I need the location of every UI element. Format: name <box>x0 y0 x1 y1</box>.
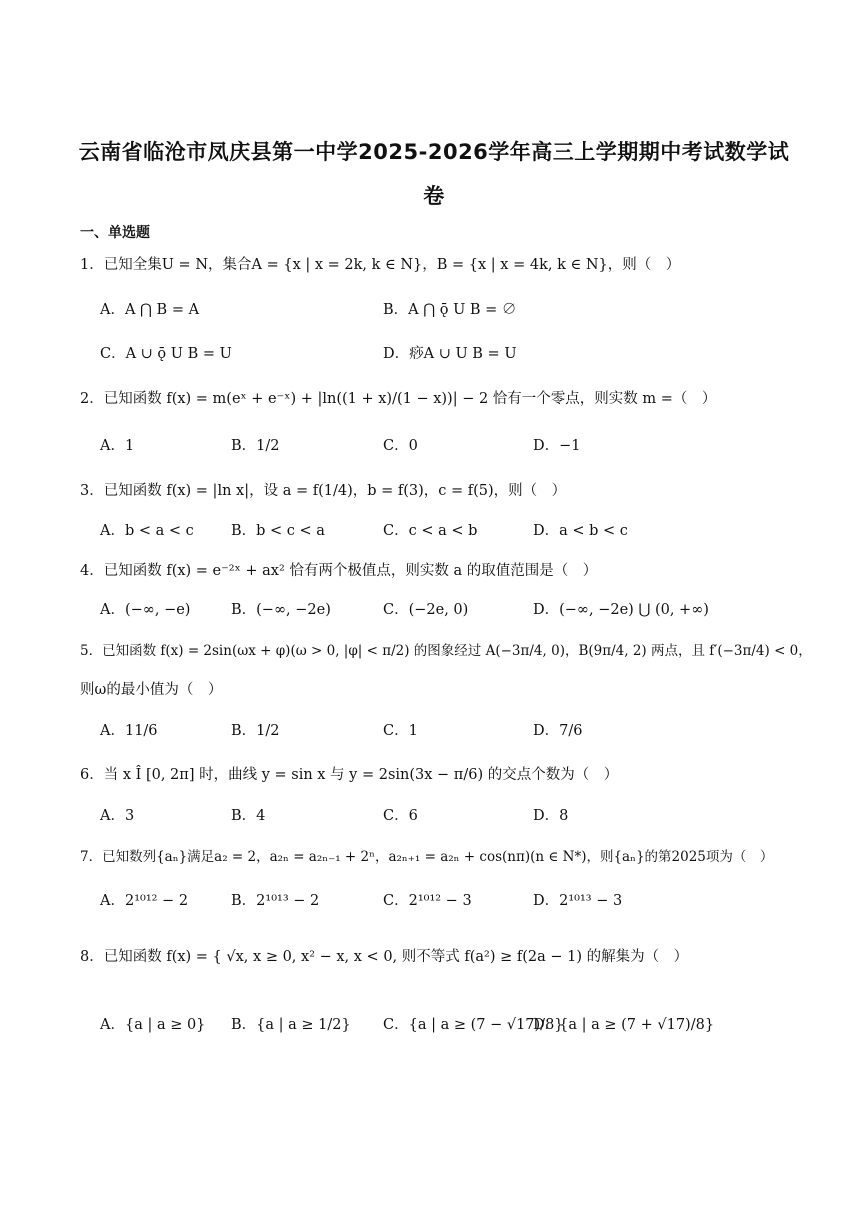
question-5-options <box>80 718 800 744</box>
q6-option-a: A．3 <box>100 808 135 824</box>
q6-option-b: B．4 <box>231 808 266 824</box>
exam-title-line1: 云南省临沧市凤庆县第一中学2025-2026学年高三上学期期中考试数学试 <box>78 140 790 164</box>
q8-option-a: A．{a | a ≥ 0} <box>100 1017 206 1033</box>
q8-option-d: D．{a | a ≥ (7 + √17)/8} <box>533 1017 715 1033</box>
q5-option-c: C．1 <box>383 723 418 739</box>
q5-option-a: A．11/6 <box>100 723 158 739</box>
question-1-options <box>80 297 800 323</box>
question-6-options <box>80 803 800 829</box>
question-3-stem: 3．已知函数 f(x) = |ln x|，设 a = f(1/4)，b = f(3)，c = f(5)，则（ ） <box>80 483 567 499</box>
q3-option-d: D．a < b < c <box>533 523 628 539</box>
question-7-stem: 7．已知数列{aₙ}满足a₂ = 2，a₂ₙ = a₂ₙ₋₁ + 2ⁿ，a₂ₙ₊₁ = a₂ₙ + cos(nπ)(n ∈ N*)，则{aₙ}的第2025项为（ ） <box>80 849 774 865</box>
q8-option-b: B．{a | a ≥ 1/2} <box>231 1017 351 1033</box>
exam-title-line2: 卷 <box>423 184 445 208</box>
q1-option-c: C．A ∪ ǭ U B = U <box>100 346 232 362</box>
q7-option-c: C．2¹⁰¹² − 3 <box>383 893 472 909</box>
q2-option-c: C．0 <box>383 438 418 454</box>
question-7-options <box>80 888 800 914</box>
q4-option-d: D．(−∞, −2e) ⋃ (0, +∞) <box>533 602 709 618</box>
question-3-options <box>80 518 800 544</box>
question-8-stem: 8．已知函数 f(x) = { √x, x ≥ 0, x² − x, x < 0, 则不等式 f(a²) ≥ f(2a − 1) 的解集为（ ） <box>80 949 689 965</box>
q8-option-c: C．{a | a ≥ (7 − √17)/8} <box>383 1017 564 1033</box>
q1-option-d: D．痧A ∪ U B = U <box>383 346 517 362</box>
q5-option-d: D．7/6 <box>533 723 583 739</box>
q2-option-d: D．−1 <box>533 438 581 454</box>
q1-option-b: B．A ⋂ ǭ U B = ∅ <box>383 302 517 318</box>
question-1-stem: 1．已知全集U = N，集合A = {x | x = 2k, k ∈ N}，B = {x | x = 4k, k ∈ N}，则（ ） <box>80 257 681 273</box>
question-1-options-2 <box>80 341 800 367</box>
question-4-stem: 4．已知函数 f(x) = e⁻²ˣ + ax² 恰有两个极值点，则实数 a 的取值范围是（ ） <box>80 563 598 579</box>
q7-option-d: D．2¹⁰¹³ − 3 <box>533 893 623 909</box>
q3-option-a: A．b < a < c <box>100 523 194 539</box>
question-8-options <box>80 1012 800 1038</box>
q4-option-c: C．(−2e, 0) <box>383 602 469 618</box>
q4-option-b: B．(−∞, −2e) <box>231 602 331 618</box>
q3-option-b: B．b < c < a <box>231 523 325 539</box>
q1-option-a: A．A ⋂ B = A <box>100 302 200 318</box>
q7-option-a: A．2¹⁰¹² − 2 <box>100 893 189 909</box>
question-6-stem: 6．当 x Î [0, 2π] 时，曲线 y = sin x 与 y = 2sin(3x − π/6) 的交点个数为（ ） <box>80 767 619 783</box>
section-heading: 一、单选题 <box>80 225 150 241</box>
q6-option-d: D．8 <box>533 808 569 824</box>
question-2-options <box>80 433 800 459</box>
q4-option-a: A．(−∞, −e) <box>100 602 191 618</box>
q2-option-a: A．1 <box>100 438 135 454</box>
question-4-options <box>80 597 800 623</box>
q5-option-b: B．1/2 <box>231 723 280 739</box>
q2-option-b: B．1/2 <box>231 438 280 454</box>
question-2-stem: 2．已知函数 f(x) = m(eˣ + e⁻ˣ) + |ln((1 + x)/(1 − x))| − 2 恰有一个零点，则实数 m =（ ） <box>80 391 717 407</box>
question-5-stem: 5．已知函数 f(x) = 2sin(ωx + φ)(ω > 0, |φ| < π/2) 的图象经过 A(−3π/4, 0)，B(9π/4, 2) 两点，且 f′(−3π/4) < 0， <box>80 643 812 659</box>
q7-option-b: B．2¹⁰¹³ − 2 <box>231 893 320 909</box>
question-5-stem-continued: 则ω的最小值为（ ） <box>80 682 223 698</box>
q3-option-c: C．c < a < b <box>383 523 478 539</box>
q6-option-c: C．6 <box>383 808 418 824</box>
